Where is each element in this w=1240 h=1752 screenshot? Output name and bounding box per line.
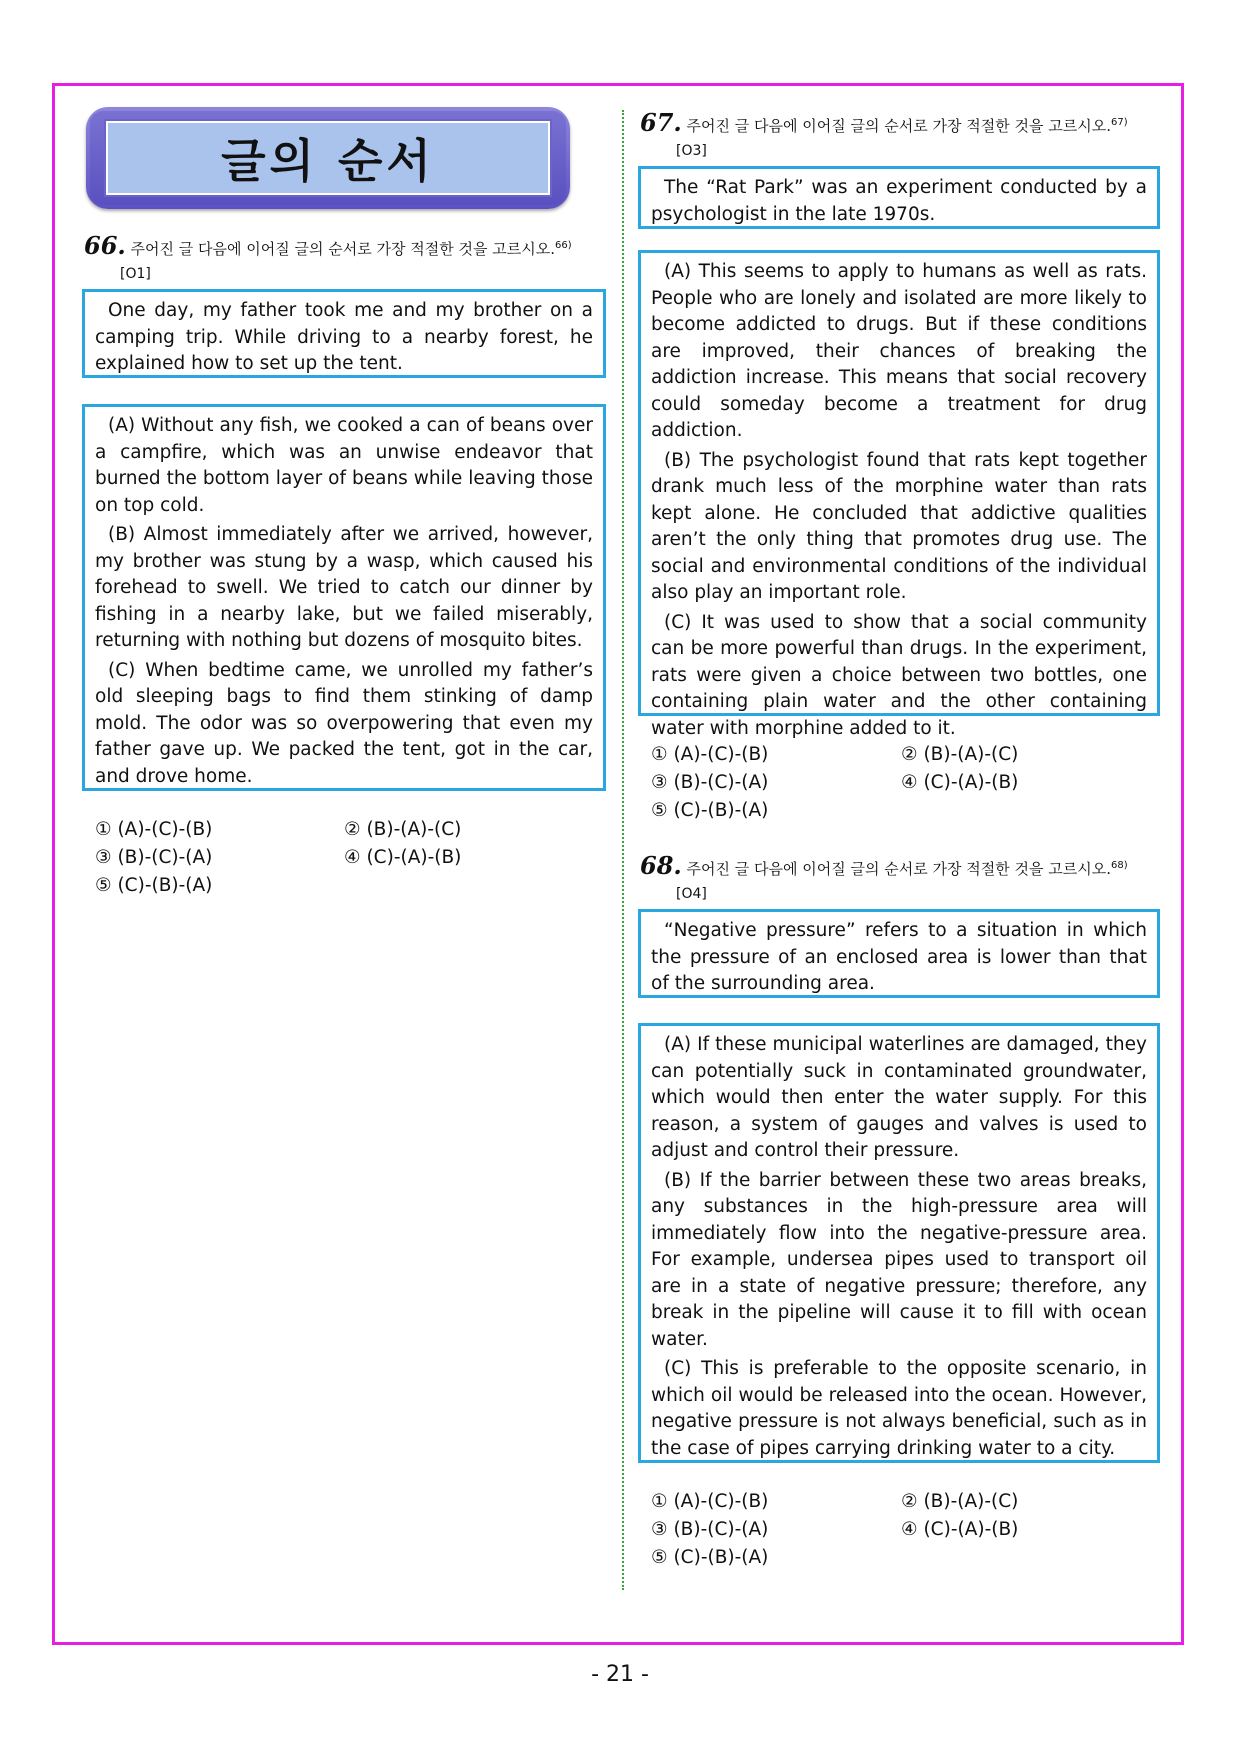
section-title: 글의 순서 — [221, 134, 435, 188]
section-title-badge — [86, 107, 570, 209]
question-code: [O3] — [676, 143, 707, 159]
question-number: 66. — [84, 231, 126, 260]
option-5[interactable]: ⑤ (C)-(B)-(A) — [651, 800, 769, 821]
option-2[interactable]: ② (B)-(A)-(C) — [901, 744, 1019, 765]
passages-box — [82, 404, 606, 791]
question-number: 68. — [640, 851, 682, 880]
passage-c: (C) It was used to show that a social community can be more powerful than drugs. In the experiment, rats were given a choice between two bottles, one containing plain water and the other containing water with morphine added to it. — [651, 611, 1147, 739]
option-2[interactable]: ② (B)-(A)-(C) — [344, 819, 462, 840]
passage-a: (A) If these municipal waterlines are damaged, they can potentially suck in contaminated groundwater, which would then enter the water supply. For this reason, a system of gauges and valves is used to adjust and control their pressure. — [651, 1034, 1147, 1161]
passages-box — [638, 1023, 1160, 1463]
option-5[interactable]: ⑤ (C)-(B)-(A) — [651, 1547, 769, 1568]
option-3[interactable]: ③ (B)-(C)-(A) — [651, 1519, 769, 1540]
question-prompt: 주어진 글 다음에 이어질 글의 순서로 가장 적절한 것을 고르시오. — [686, 860, 1111, 878]
question-67-header — [640, 108, 1128, 137]
intro-text: “Negative pressure” refers to a situation in which the pressure of an enclosed area is lower than that of the surrounding area. — [651, 920, 1147, 994]
passage-b: (B) Almost immediately after we arrived, however, my brother was stung by a wasp, which caused his forehead to swell. We tried to catch our dinner by fishing in a nearby lake, but we failed miserably, returning with nothing but dozens of mosquito bites. — [95, 524, 593, 651]
intro-box — [638, 909, 1160, 998]
option-1[interactable]: ① (A)-(C)-(B) — [651, 744, 769, 765]
option-4[interactable]: ④ (C)-(A)-(B) — [901, 1519, 1019, 1540]
option-4[interactable]: ④ (C)-(A)-(B) — [901, 772, 1019, 793]
passage-c: (C) When bedtime came, we unrolled my father’s old sleeping bags to find them stinking of damp mold. The odor was so overpowering that even my father gave up. We packed the tent, got in the car, and drove home. — [95, 659, 593, 787]
intro-box — [638, 166, 1160, 229]
question-prompt: 주어진 글 다음에 이어질 글의 순서로 가장 적절한 것을 고르시오. — [130, 240, 555, 258]
option-1[interactable]: ① (A)-(C)-(B) — [95, 819, 213, 840]
passage-b: (B) If the barrier between these two areas breaks, any substances in the high-pressure area will immediately flow into the negative-pressure area. For example, undersea pipes used to transport oil are in a state of negative pressure; therefore, any break in the pipeline will cause it to fill with ocean water. — [651, 1169, 1147, 1350]
passages-box — [638, 250, 1160, 739]
passage-a: (A) Without any fish, we cooked a can of beans over a campfire, which was an unwise endeavor that burned the bottom layer of beans while leaving those on top cold. — [95, 415, 593, 516]
passage-b: (B) The psychologist found that rats kept together drank much less of the morphine water than rats kept alone. He concluded that addictive qualities aren’t the only thing that promotes drug use. The social and environmental conditions of the individual also play an important role. — [651, 449, 1147, 603]
intro-text: One day, my father took me and my brother on a camping trip. While driving to a nearby forest, he explained how to set up the tent. — [95, 300, 593, 374]
passage-a: (A) This seems to apply to humans as well as rats. People who are lonely and isolated are more likely to become addicted to drugs. But if these conditions are improved, their chances of breaking the addiction increase. This means that social recovery could someday become a treatment for drug addiction. — [651, 261, 1147, 441]
footnote-ref: 68) — [1110, 860, 1128, 871]
question-code: [O4] — [676, 886, 707, 902]
option-3[interactable]: ③ (B)-(C)-(A) — [95, 847, 213, 868]
option-4[interactable]: ④ (C)-(A)-(B) — [344, 847, 462, 868]
page-number: - 21 - — [591, 1662, 649, 1687]
footnote-ref: 67) — [1110, 117, 1128, 128]
intro-text: The “Rat Park” was an experiment conducted by a psychologist in the late 1970s. — [651, 177, 1147, 225]
option-2[interactable]: ② (B)-(A)-(C) — [901, 1491, 1019, 1512]
question-66-header — [84, 231, 572, 260]
passage-c: (C) This is preferable to the opposite scenario, in which oil would be released into the ocean. However, negative pressure is not always beneficial, such as in the case of pipes carrying drinking water to a city. — [651, 1358, 1147, 1459]
footnote-ref: 66) — [554, 240, 572, 251]
column-divider — [622, 110, 624, 1590]
intro-box — [82, 289, 606, 378]
question-prompt: 주어진 글 다음에 이어질 글의 순서로 가장 적절한 것을 고르시오. — [686, 117, 1111, 135]
option-3[interactable]: ③ (B)-(C)-(A) — [651, 772, 769, 793]
question-68-header — [640, 851, 1128, 880]
option-1[interactable]: ① (A)-(C)-(B) — [651, 1491, 769, 1512]
option-5[interactable]: ⑤ (C)-(B)-(A) — [95, 875, 213, 896]
question-number: 67. — [640, 108, 682, 137]
question-code: [O1] — [120, 266, 151, 282]
